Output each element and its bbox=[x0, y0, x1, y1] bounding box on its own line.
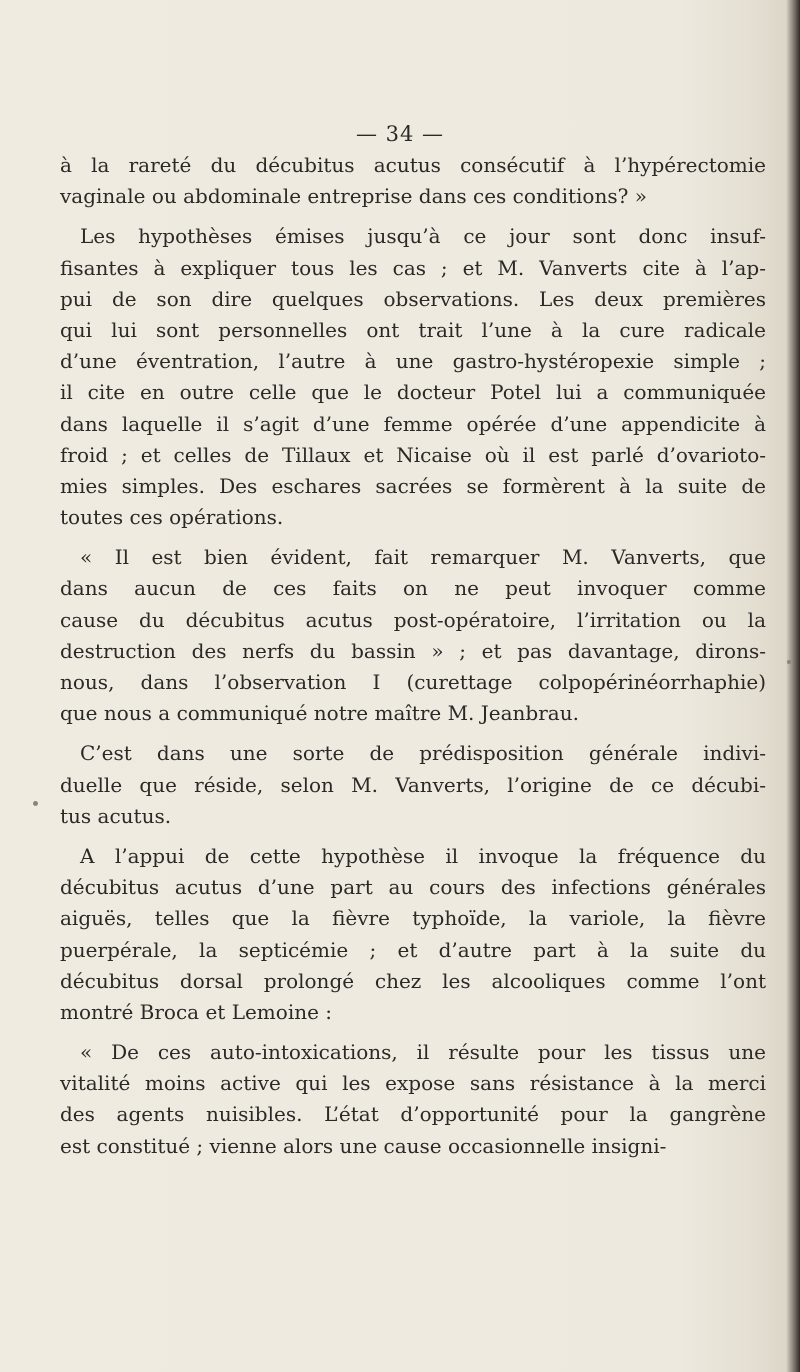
text-line: puerpérale, la septicémie ; et d’autre part à la suite du bbox=[60, 937, 766, 962]
text-line: qui lui sont personnelles ont trait l’une à la cure radicale bbox=[60, 317, 766, 342]
text-line: cause du décubitus acutus post-opératoire, l’irritation ou la bbox=[60, 607, 766, 632]
paragraph bbox=[60, 542, 766, 729]
paragraph bbox=[60, 221, 766, 533]
text-line: montré Broca et Lemoine : bbox=[60, 999, 333, 1024]
text-line: pui de son dire quelques observations. Les deux premières bbox=[60, 286, 766, 311]
text-line: dans aucun de ces faits on ne peut invoquer comme bbox=[60, 576, 766, 601]
paragraph bbox=[60, 1037, 766, 1162]
text-line: froid ; et celles de Tillaux et Nicaise où il est parlé d’ovarioto- bbox=[60, 442, 766, 467]
text-line: il cite en outre celle que le docteur Potel lui a communiquée bbox=[60, 380, 766, 405]
text-line: mies simples. Des eschares sacrées se formèrent à la suite de bbox=[60, 473, 766, 498]
text-line: Les hypothèses émises jusqu’à ce jour sont donc insuf- bbox=[80, 224, 766, 249]
text-line: tus acutus. bbox=[60, 803, 172, 828]
body-text bbox=[60, 150, 766, 1162]
text-line: C’est dans une sorte de prédisposition générale indivi- bbox=[80, 741, 766, 766]
text-line: d’une éventration, l’autre à une gastro-hystéropexie simple ; bbox=[60, 349, 766, 374]
paragraph-gap bbox=[60, 729, 766, 738]
ink-speck bbox=[787, 660, 791, 664]
paragraph-gap bbox=[60, 533, 766, 542]
paragraph bbox=[60, 841, 766, 1028]
paragraph-gap bbox=[60, 212, 766, 221]
ink-speck bbox=[33, 801, 38, 806]
text-line: décubitus acutus d’une part au cours des infections générales bbox=[60, 875, 766, 900]
text-line: que nous a communiqué notre maître M. Jeanbrau. bbox=[60, 701, 579, 726]
page-number: — 34 — bbox=[355, 122, 445, 146]
text-line: « Il est bien évident, fait remarquer M. Vanverts, que bbox=[80, 545, 766, 570]
text-line: A l’appui de cette hypothèse il invoque la fréquence du bbox=[80, 843, 766, 868]
paragraph bbox=[60, 738, 766, 832]
text-line: duelle que réside, selon M. Vanverts, l’origine de ce décubi- bbox=[60, 772, 766, 797]
text-line: est constitué ; vienne alors une cause occasionnelle insigni- bbox=[60, 1133, 667, 1158]
paragraph-gap bbox=[60, 1028, 766, 1037]
text-line: destruction des nerfs du bassin » ; et pas davantage, dirons- bbox=[60, 638, 766, 663]
text-line: toutes ces opérations. bbox=[60, 505, 284, 530]
text-line: dans laquelle il s’agit d’une femme opérée d’une appendicite à bbox=[60, 411, 766, 436]
text-line: décubitus dorsal prolongé chez les alcooliques comme l’ont bbox=[60, 968, 766, 993]
page-edge-shadow bbox=[786, 0, 800, 1372]
paragraph-gap bbox=[60, 832, 766, 841]
text-line: à la rareté du décubitus acutus consécutif à l’hypérectomie bbox=[60, 153, 766, 177]
text-line: fisantes à expliquer tous les cas ; et M. Vanverts cite à l’ap- bbox=[60, 255, 766, 280]
paragraph bbox=[60, 150, 766, 212]
text-line: vaginale ou abdominale entreprise dans ces conditions? » bbox=[60, 184, 647, 209]
text-line: des agents nuisibles. L’état d’opportunité pour la gangrène bbox=[60, 1102, 766, 1127]
text-line: nous, dans l’observation I (curettage colpopérinéorrhaphie) bbox=[60, 670, 766, 694]
text-line: aiguës, telles que la fièvre typhoïde, la variole, la fièvre bbox=[60, 906, 766, 931]
text-line: vitalité moins active qui les expose sans résistance à la merci bbox=[60, 1071, 766, 1096]
text-line: « De ces auto-intoxications, il résulte pour les tissus une bbox=[80, 1040, 766, 1065]
